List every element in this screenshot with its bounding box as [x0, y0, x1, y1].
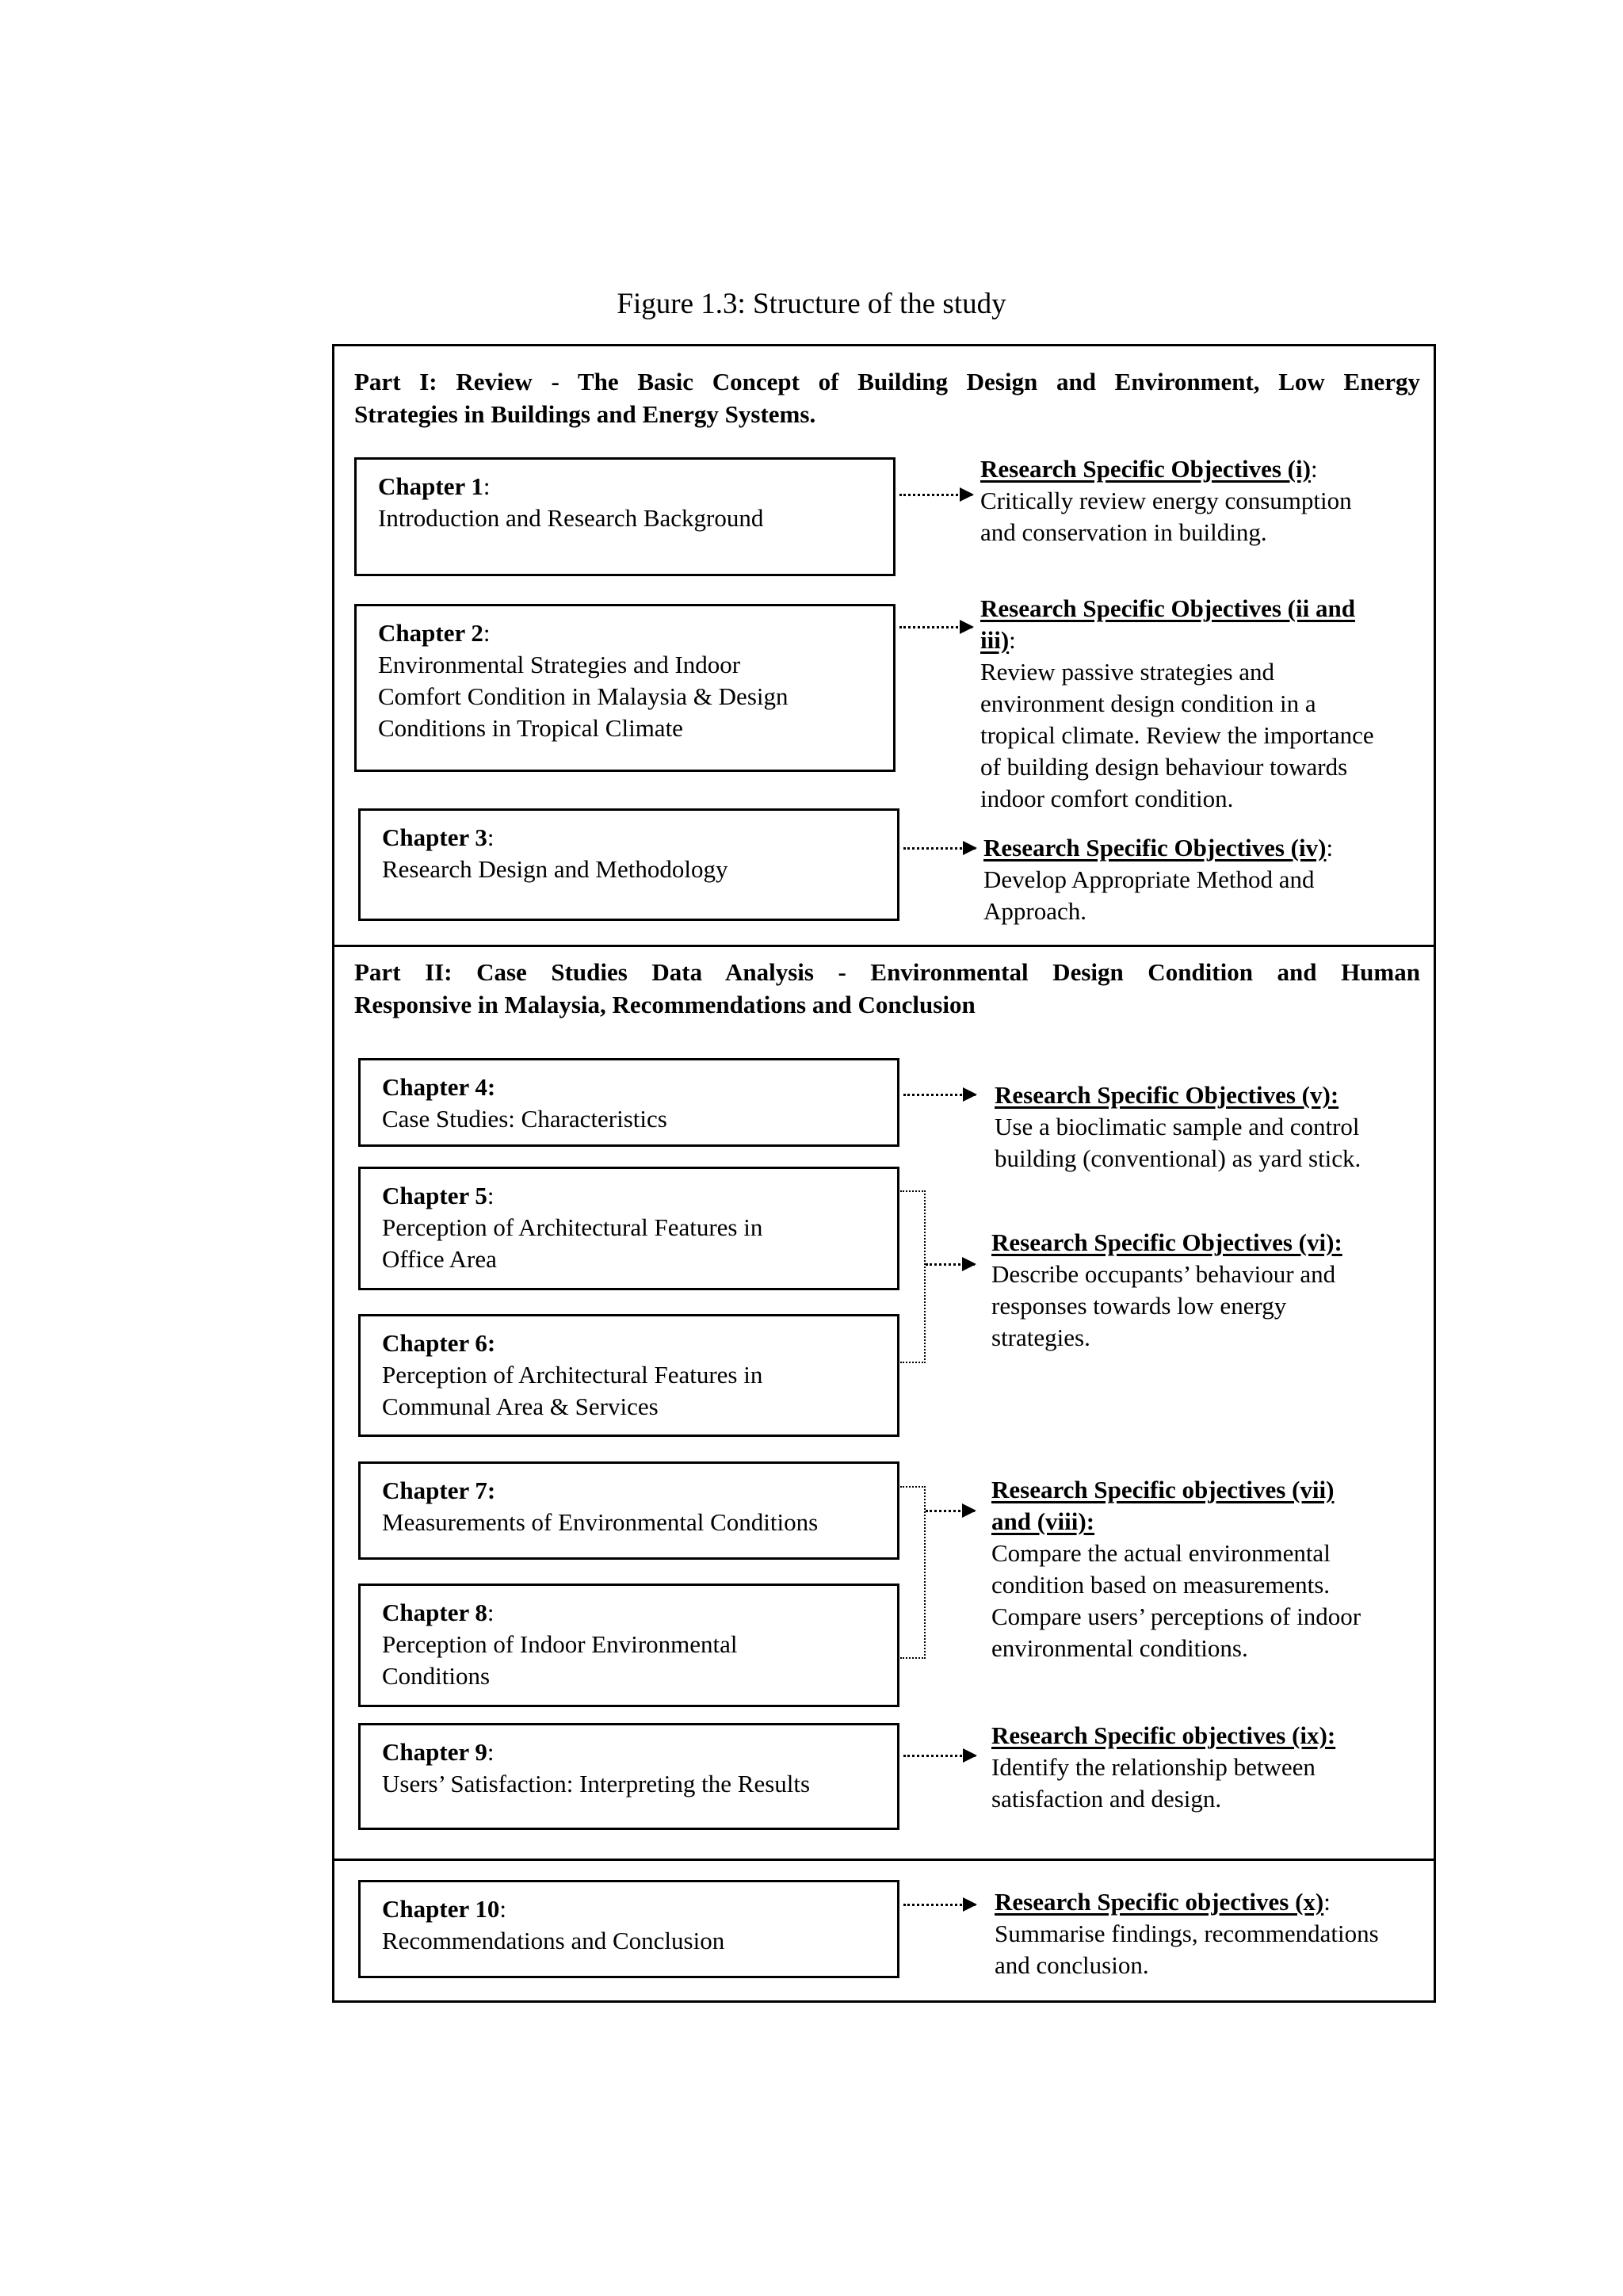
objective-ii-iii: Research Specific Objectives (ii and iii): Review passive strategies and environment design condition in a tropical climate. Review the importance of building design behaviour towards indoor comfort condition. [980, 594, 1374, 812]
arrow-ch4-obj-v [903, 1094, 976, 1096]
part2-heading [354, 956, 1420, 1021]
part2-line2: Responsive in Malaysia, Recommendations and Conclusion [354, 991, 976, 1018]
chapter-4-box: Chapter 4: Case Studies: Characteristics [358, 1058, 899, 1147]
chapter-2-box: Chapter 2: Environmental Strategies and Indoor Comfort Condition in Malaysia & Design Conditions in Tropical Climate [354, 604, 896, 772]
arrow-ch9-obj-ix [903, 1755, 976, 1757]
part2-line1: Part II: Case Studies Data Analysis - Environmental Design Condition and Human [354, 958, 1420, 986]
chapter-8-box: Chapter 8: Perception of Indoor Environmental Conditions [358, 1584, 899, 1707]
part-divider-2 [332, 1859, 1436, 1861]
objective-ix: Research Specific objectives (ix): Identify the relationship between satisfaction and design. [991, 1721, 1336, 1813]
chapter-3-box: Chapter 3: Research Design and Methodology [358, 808, 899, 921]
objective-x: Research Specific objectives (x): Summarise findings, recommendations and conclusion. [995, 1888, 1379, 1979]
chapter-6-box: Chapter 6: Perception of Architectural Features in Communal Area & Services [358, 1314, 899, 1437]
chapter-7-box: Chapter 7: Measurements of Environmental Conditions [358, 1461, 899, 1560]
objective-iv: Research Specific Objectives (iv): Develop Appropriate Method and Approach. [983, 834, 1334, 925]
objective-vi: Research Specific Objectives (vi): Describe occupants’ behaviour and responses towards low energy strategies. [991, 1228, 1342, 1351]
figure-title: Figure 1.3: Structure of the study [617, 288, 1006, 320]
arrow-ch3-obj-iv [903, 847, 976, 850]
objective-i: Research Specific Objectives (i): Critically review energy consumption and conservation in building. [980, 455, 1352, 546]
chapter-10-box: Chapter 10: Recommendations and Conclusion [358, 1880, 899, 1978]
bracket-ch7-ch8 [900, 1486, 926, 1659]
part1-heading [354, 365, 1420, 430]
chapter-5-box: Chapter 5: Perception of Architectural Features in Office Area [358, 1167, 899, 1290]
chapter-9-box: Chapter 9: Users’ Satisfaction: Interpreting the Results [358, 1723, 899, 1830]
arrow-ch1-obj-i [899, 494, 972, 496]
arrow-ch5-6-obj-vi [926, 1263, 975, 1266]
arrow-ch10-obj-x [903, 1904, 976, 1906]
arrow-ch2-obj-ii-iii [899, 626, 972, 628]
objective-vii-viii: Research Specific objectives (vii) and (viii): Compare the actual environmental condition based on measurements. Compare users’ perceptions of indoor environmental conditions. [991, 1476, 1361, 1662]
part1-line1: Part I: Review - The Basic Concept of Building Design and Environment, Low Energy [354, 368, 1420, 395]
part-divider-1 [332, 945, 1436, 947]
arrow-ch7-8-obj-vii-viii [926, 1510, 975, 1512]
part1-line2: Strategies in Buildings and Energy Systems. [354, 400, 816, 428]
objective-v: Research Specific Objectives (v): Use a bioclimatic sample and control building (conventional) as yard stick. [995, 1081, 1361, 1172]
bracket-ch5-ch6 [900, 1190, 926, 1363]
chapter-1-box: Chapter 1: Introduction and Research Background [354, 457, 896, 576]
